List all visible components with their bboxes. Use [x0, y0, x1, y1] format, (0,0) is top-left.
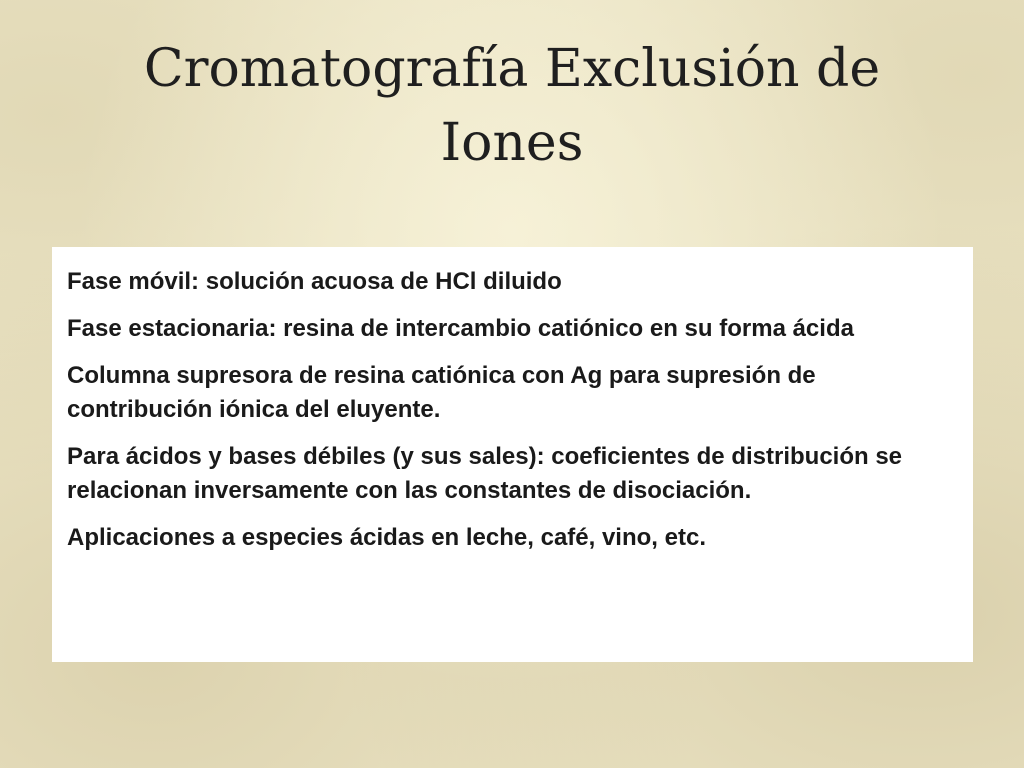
bullet-mobile-phase: Fase móvil: solución acuosa de HCl diluido	[67, 268, 562, 295]
content-box	[52, 247, 973, 662]
bullet-weak-acids-bases: Para ácidos y bases débiles (y sus sales): coeficientes de distribución se relacionan inversamente con las constantes de disociación.	[67, 443, 903, 504]
bullet-applications: Aplicaciones a especies ácidas en leche, café, vino, etc.	[67, 524, 706, 551]
slide-title-line-1: Cromatografía Exclusión de	[143, 39, 881, 99]
slide-title	[0, 32, 1024, 180]
slide-title-line-2: Iones	[440, 113, 584, 173]
bullet-suppressor-column: Columna supresora de resina catiónica con Ag para supresión de contribución iónica del eluyente.	[67, 362, 816, 423]
bullet-stationary-phase: Fase estacionaria: resina de intercambio catiónico en su forma ácida	[67, 315, 854, 342]
